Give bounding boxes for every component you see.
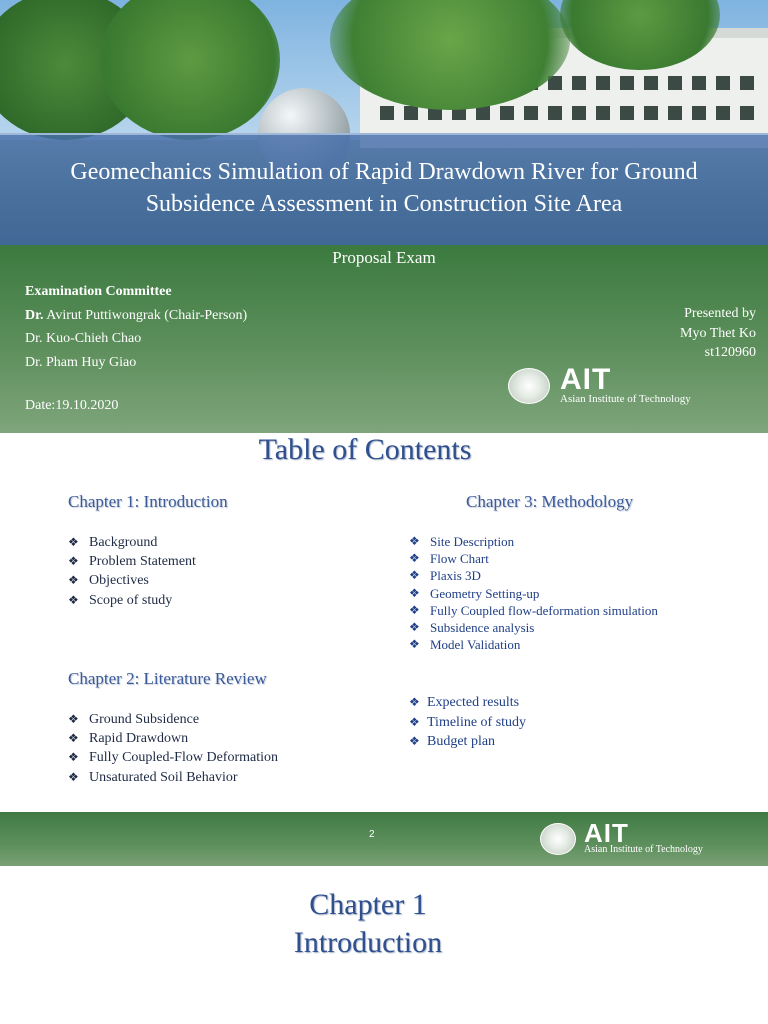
bullet-icon: ❖ bbox=[68, 769, 79, 784]
ait-logo: AIT Asian Institute of Technology bbox=[508, 367, 691, 405]
bullet-icon: ❖ bbox=[409, 568, 420, 583]
list-item: ❖ Plaxis 3D bbox=[409, 568, 481, 584]
ait-logo: AIT Asian Institute of Technology bbox=[540, 822, 703, 855]
extra-topics-list bbox=[409, 693, 526, 752]
bullet-icon: ❖ bbox=[409, 551, 420, 566]
committee-member: Dr. Avirut Puttiwongrak (Chair-Person) bbox=[25, 307, 248, 323]
list-item: ❖ Objectives bbox=[68, 571, 196, 590]
presentation-title: Geomechanics Simulation of Rapid Drawdown River for Ground Subsidence Assessment in Construction Site Area bbox=[70, 159, 698, 217]
bullet-icon: ❖ bbox=[68, 592, 79, 607]
bullet-icon: ❖ bbox=[68, 750, 79, 765]
committee-member: Dr. Kuo-Chieh Chao bbox=[25, 331, 142, 346]
bullet-icon: ❖ bbox=[409, 695, 420, 709]
bullet-icon: ❖ bbox=[409, 585, 420, 600]
chapter3-list bbox=[409, 533, 658, 653]
page-number: 2 bbox=[369, 829, 375, 840]
examination-committee bbox=[25, 280, 247, 374]
chapter2-list bbox=[68, 710, 278, 787]
bullet-icon: ❖ bbox=[68, 554, 79, 569]
presentation-date: Date:19.10.2020 bbox=[25, 398, 119, 413]
slide-title: Table of Contents bbox=[258, 433, 472, 466]
list-item: ❖ Fully Coupled-Flow Deformation bbox=[68, 748, 278, 767]
list-item: ❖ Timeline of study bbox=[409, 713, 526, 733]
list-item: ❖ Unsaturated Soil Behavior bbox=[68, 768, 278, 787]
list-item: ❖ Ground Subsidence bbox=[68, 710, 278, 729]
ait-seal-icon bbox=[540, 823, 576, 855]
bullet-icon: ❖ bbox=[68, 712, 79, 726]
list-item: ❖ Geometry Setting-up bbox=[409, 585, 540, 601]
title-slide bbox=[0, 0, 768, 433]
list-item: ❖ Subsidence analysis bbox=[409, 620, 535, 636]
bullet-icon: ❖ bbox=[409, 734, 420, 748]
bullet-icon: ❖ bbox=[68, 535, 79, 549]
chapter1-list bbox=[68, 533, 196, 610]
list-item: ❖ Flow Chart bbox=[409, 551, 489, 567]
table-of-contents-slide bbox=[0, 433, 768, 866]
bullet-icon: ❖ bbox=[409, 637, 420, 652]
bullet-icon: ❖ bbox=[409, 620, 420, 635]
chapter-title: Chapter 1 Introduction bbox=[293, 888, 443, 959]
committee-member: Dr. Pham Huy Giao bbox=[25, 354, 137, 370]
bullet-icon: ❖ bbox=[409, 714, 420, 729]
committee-heading: Examination Committee bbox=[25, 284, 172, 299]
chapter1-heading: Chapter 1: Introduction bbox=[68, 492, 228, 511]
bullet-icon: ❖ bbox=[409, 534, 420, 548]
list-item: ❖ Rapid Drawdown bbox=[68, 729, 278, 748]
chapter2-heading: Chapter 2: Literature Review bbox=[68, 669, 267, 688]
ait-seal-icon bbox=[508, 368, 550, 404]
chapter3-heading: Chapter 3: Methodology bbox=[466, 492, 634, 511]
bullet-icon: ❖ bbox=[68, 573, 79, 588]
list-item: ❖ Model Validation bbox=[409, 637, 521, 653]
presenter-info: Presented by Myo Thet Ko st120960 bbox=[680, 306, 756, 360]
chapter-1-slide bbox=[0, 866, 768, 1024]
list-item: ❖ Problem Statement bbox=[68, 552, 196, 571]
subtitle: Proposal Exam bbox=[332, 248, 436, 267]
list-item: ❖ Expected results bbox=[409, 693, 526, 713]
list-item: ❖ Fully Coupled flow-deformation simulation bbox=[409, 602, 658, 618]
list-item: ❖ Budget plan bbox=[409, 732, 526, 752]
list-item: ❖ Site Description bbox=[409, 534, 515, 549]
bullet-icon: ❖ bbox=[409, 602, 420, 617]
bullet-icon: ❖ bbox=[68, 731, 79, 746]
slide-footer bbox=[0, 812, 768, 866]
list-item: ❖ Scope of study bbox=[68, 591, 196, 610]
list-item: ❖ Background bbox=[68, 533, 196, 552]
